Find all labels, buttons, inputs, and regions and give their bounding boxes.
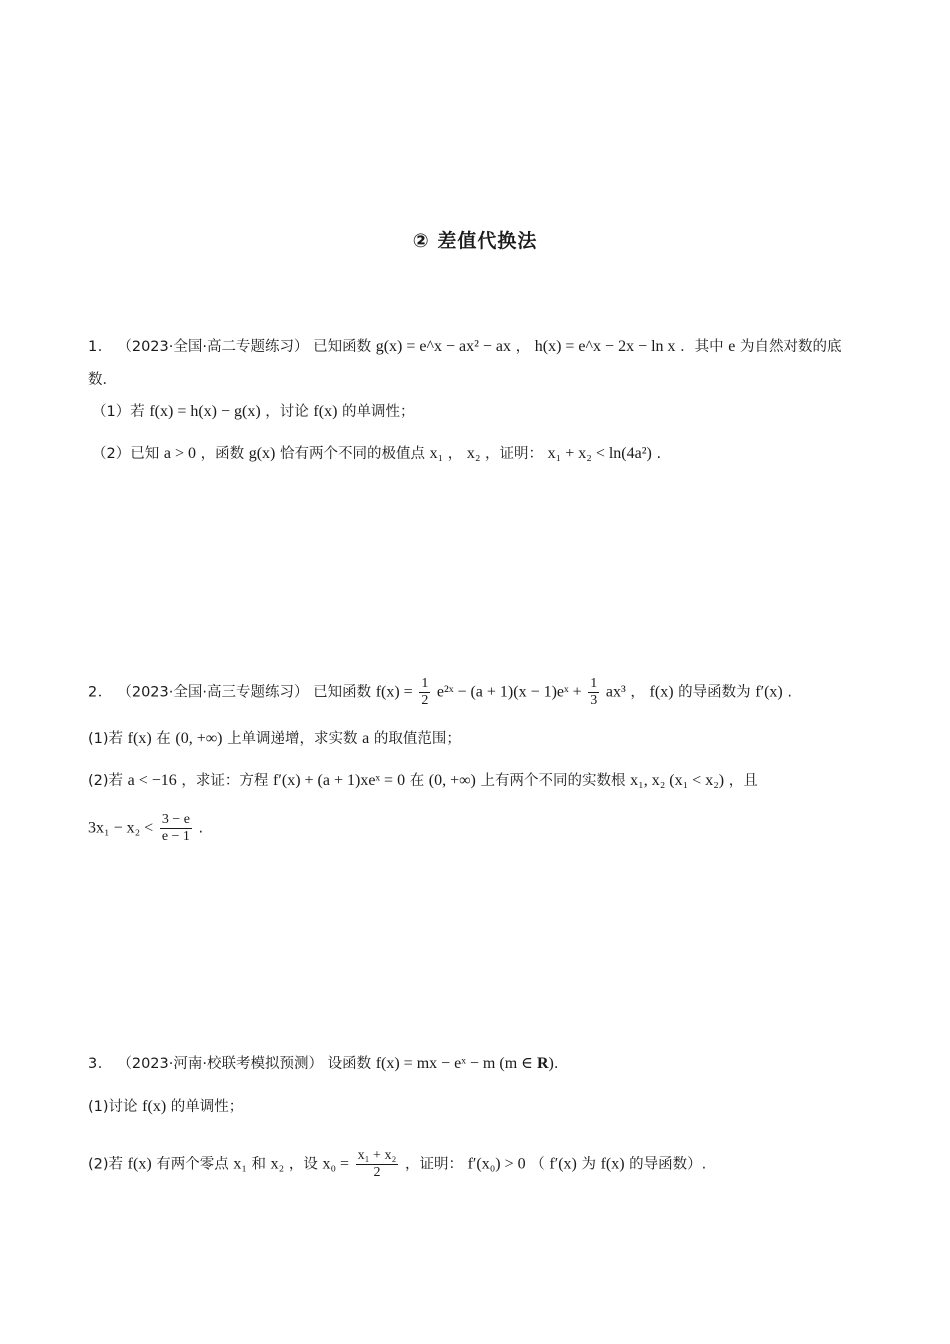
problem-2-stem: 2． （2023·全国·高三专题练习） 已知函数 f(x) = $\frac{1}{2}$ e²ˣ − (a + 1)(x − 1)eˣ + $\frac{1}{3}$ ax³ ， f(x) 的导函数为 f′(x) . xyxy=(88,676,792,708)
problem-number: 1． xyxy=(88,339,113,355)
formula-f: f(x) xyxy=(127,730,152,747)
root-x1: x₁ xyxy=(429,445,444,462)
problem-2-part-2-cont: 3x₁ − x₂ < $\frac{3 - e}{e - 1}$ . xyxy=(88,812,204,844)
formula-f: f(x) xyxy=(142,1098,167,1115)
interval: (0, +∞) xyxy=(428,772,476,789)
symbol-a: a xyxy=(362,730,370,747)
symbol-e: e xyxy=(728,338,736,355)
problem-number: 2． xyxy=(88,684,113,701)
condition-a: a < −16 xyxy=(127,772,177,789)
problem-source: （2023·全国·高二专题练习） xyxy=(117,339,309,355)
inequality: f′(x₀) > 0 xyxy=(467,1155,526,1173)
stem-text: 为自然对数的底 xyxy=(739,339,842,355)
inequality: x₁ + x₂ < ln(4a²) xyxy=(547,445,652,462)
formula-f-mid: e²ˣ − (a + 1)(x − 1)eˣ + xyxy=(436,683,582,701)
formula-f-prime: f′(x) xyxy=(549,1155,577,1173)
problem-source: （2023·河南·校联考模拟预测） xyxy=(117,1056,323,1072)
formula-f: f(x) xyxy=(649,683,674,701)
formula-f-tail: ax³ xyxy=(605,683,626,701)
symbol-reals: R xyxy=(536,1055,549,1072)
problem-number: 3． xyxy=(88,1056,113,1072)
root-x1: x₁ xyxy=(233,1155,247,1173)
stem-text: ．其中 xyxy=(680,339,724,355)
problem-1-part-1: （1）若 f(x) = h(x) − g(x) ，讨论 f(x) 的单调性； xyxy=(92,403,415,420)
fraction-one-third: $\frac{1}{3}$ xyxy=(590,676,598,708)
problem-3-stem: 3． （2023·河南·校联考模拟预测） 设函数 f(x) = mx − eˣ − m (m ∈ R). xyxy=(88,1055,559,1072)
fraction-rhs: $\frac{3 - e}{e - 1}$ xyxy=(161,812,190,844)
inequality-lhs: 3x₁ − x₂ < xyxy=(88,819,154,837)
formula-f: f(x) xyxy=(313,403,338,420)
fraction-one-half: $\frac{1}{2}$ xyxy=(421,676,429,708)
interval: (0, +∞) xyxy=(175,730,223,747)
root-x2: x₂ xyxy=(270,1155,285,1173)
roots: x₁, x₂ (x₁ < x₂) xyxy=(630,772,725,789)
formula-h: h(x) = e^x − 2x − ln x xyxy=(534,338,676,355)
problem-1-part-2: （2）已知 a > 0 ，函数 g(x) 恰有两个不同的极值点 x₁ ， x₂ ，证明： x₁ + x₂ < ln(4a²) . xyxy=(92,445,662,462)
formula-g: g(x) = e^x − ax² − ax xyxy=(375,338,512,355)
problem-source: （2023·全国·高三专题练习） xyxy=(117,684,309,701)
condition-a: a > 0 xyxy=(163,445,196,462)
formula-f-prime: f′(x) xyxy=(755,683,783,701)
problem-3-part-2: (2)若 f(x) 有两个零点 x₁ 和 x₂ ，设 x₀ = $\frac{\text{x₁ + x₂}}{2}$ ，证明： f′(x₀) > 0 （ f′(x) 为 f(x) 的导函数）. xyxy=(88,1148,707,1180)
fraction-midpoint: $\frac{\text{x₁ + x₂}}{2}$ xyxy=(357,1148,397,1180)
formula-f-def: f(x) = mx − eˣ − m (m ∈ xyxy=(375,1055,537,1072)
problem-3-part-1: (1)讨论 f(x) 的单调性； xyxy=(88,1098,244,1115)
problem-2-part-2: (2)若 a < −16 ，求证：方程 f′(x) + (a + 1)xeˣ = 0 在 (0, +∞) 上有两个不同的实数根 x₁, x₂ (x₁ < x₂) ，且 xyxy=(88,772,758,789)
formula-g: g(x) xyxy=(248,445,276,462)
formula-f: f(x) xyxy=(600,1155,625,1173)
problem-1-stem-cont: 数． xyxy=(88,372,117,388)
problem-2-part-1: (1)若 f(x) 在 (0, +∞) 上单调递增，求实数 a 的取值范围； xyxy=(88,730,461,747)
x0-lhs: x₀ = xyxy=(322,1155,350,1173)
formula-f: f(x) xyxy=(127,1155,152,1173)
equation: f′(x) + (a + 1)xeˣ = 0 xyxy=(273,772,406,789)
formula-f-def: f(x) = h(x) − g(x) xyxy=(149,403,261,420)
stem-text: 已知函数 xyxy=(313,339,372,355)
root-x2: x₂ xyxy=(466,445,481,462)
section-title: ② 差值代换法 xyxy=(412,230,538,252)
problem-1-stem: 1． （2023·全国·高二专题练习） 已知函数 g(x) = e^x − ax² − ax ， h(x) = e^x − 2x − ln x ．其中 e 为自然对数的底 xyxy=(88,338,842,355)
formula-f-lhs: f(x) = xyxy=(375,683,413,701)
